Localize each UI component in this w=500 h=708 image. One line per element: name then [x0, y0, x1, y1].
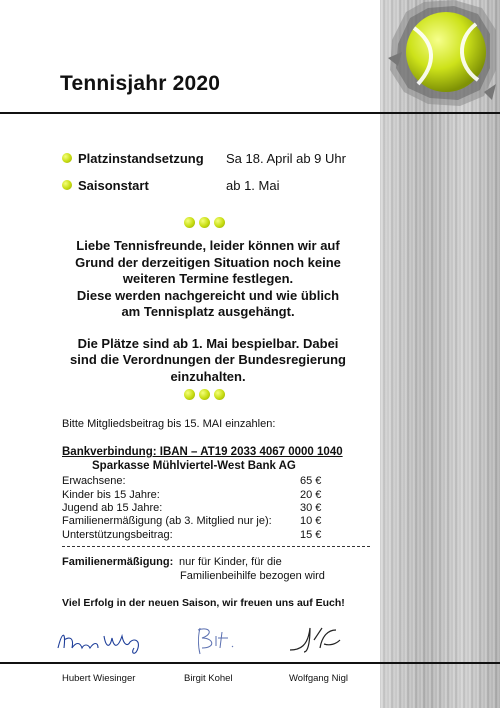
message-line: Grund der derzeitigen Situation noch keine	[75, 254, 341, 270]
fee-label: Kinder bis 15 Jahre:	[62, 489, 160, 501]
ball-divider-icon	[184, 217, 229, 231]
fee-amount: 10 €	[300, 515, 322, 527]
page-title: Tennisjahr 2020	[60, 72, 221, 95]
closing-message: Viel Erfolg in der neuen Saison, wir freuen uns auf Euch!	[62, 597, 345, 609]
family-discount-text: Familienbeihilfe bezogen wird	[180, 570, 325, 582]
bank-iban: Bankverbindung: IBAN – AT19 2033 4067 0000 1040	[62, 446, 343, 458]
fee-amount: 15 €	[300, 529, 322, 541]
message-line: Die Plätze sind ab 1. Mai bespielbar. Dabei	[77, 335, 339, 351]
event-value-platzinstandsetzung: Sa 18. April ab 9 Uhr	[226, 151, 346, 166]
message-line: Liebe Tennisfreunde, leider können wir auf	[76, 238, 340, 253]
event-label-saisonstart: Saisonstart	[78, 178, 149, 193]
signature-hubert-wiesinger	[54, 622, 146, 656]
signer-name: Hubert Wiesinger	[62, 673, 136, 684]
event-value-saisonstart: ab 1. Mai	[226, 178, 280, 193]
dashed-divider	[62, 546, 370, 547]
ball-bullet-icon	[62, 180, 72, 190]
message-line: Diese werden nachgereicht und wie üblich	[76, 287, 340, 303]
fee-label: Jugend ab 15 Jahre:	[62, 502, 163, 514]
fee-amount: 30 €	[300, 502, 322, 514]
bank-name: Sparkasse Mühlviertel-West Bank AG	[92, 460, 296, 472]
message-line: weiteren Termine festlegen.	[122, 271, 294, 286]
family-discount-text: nur für Kinder, für die	[179, 556, 282, 568]
signature-wolfgang-nigl	[286, 622, 346, 656]
fee-amount: 65 €	[300, 475, 322, 487]
signature-birgit-kohel	[192, 622, 242, 656]
message-line: am Tennisplatz ausgehängt.	[121, 304, 295, 319]
message-line: einzuhalten.	[170, 368, 246, 384]
signer-name: Wolfgang Nigl	[289, 673, 348, 684]
family-discount-label: Familienermäßigung:	[62, 556, 174, 568]
payment-note: Bitte Mitgliedsbeitrag bis 15. MAI einzahlen:	[62, 418, 276, 430]
fee-label: Unterstützungsbeitrag:	[62, 529, 173, 541]
message-line: sind die Verordnungen der Bundesregierung	[70, 352, 346, 367]
fee-label: Erwachsene:	[62, 475, 126, 487]
bottom-divider	[0, 662, 500, 664]
ball-divider-icon	[184, 389, 229, 403]
tennis-ball-icon	[384, 0, 500, 108]
signer-name: Birgit Kohel	[184, 673, 233, 684]
fee-amount: 20 €	[300, 489, 322, 501]
fee-label: Familienermäßigung (ab 3. Mitglied nur je):	[62, 515, 272, 527]
event-label-platzinstandsetzung: Platzinstandsetzung	[78, 151, 204, 166]
top-divider	[0, 112, 500, 114]
info-message	[58, 238, 358, 385]
ball-bullet-icon	[62, 153, 72, 163]
